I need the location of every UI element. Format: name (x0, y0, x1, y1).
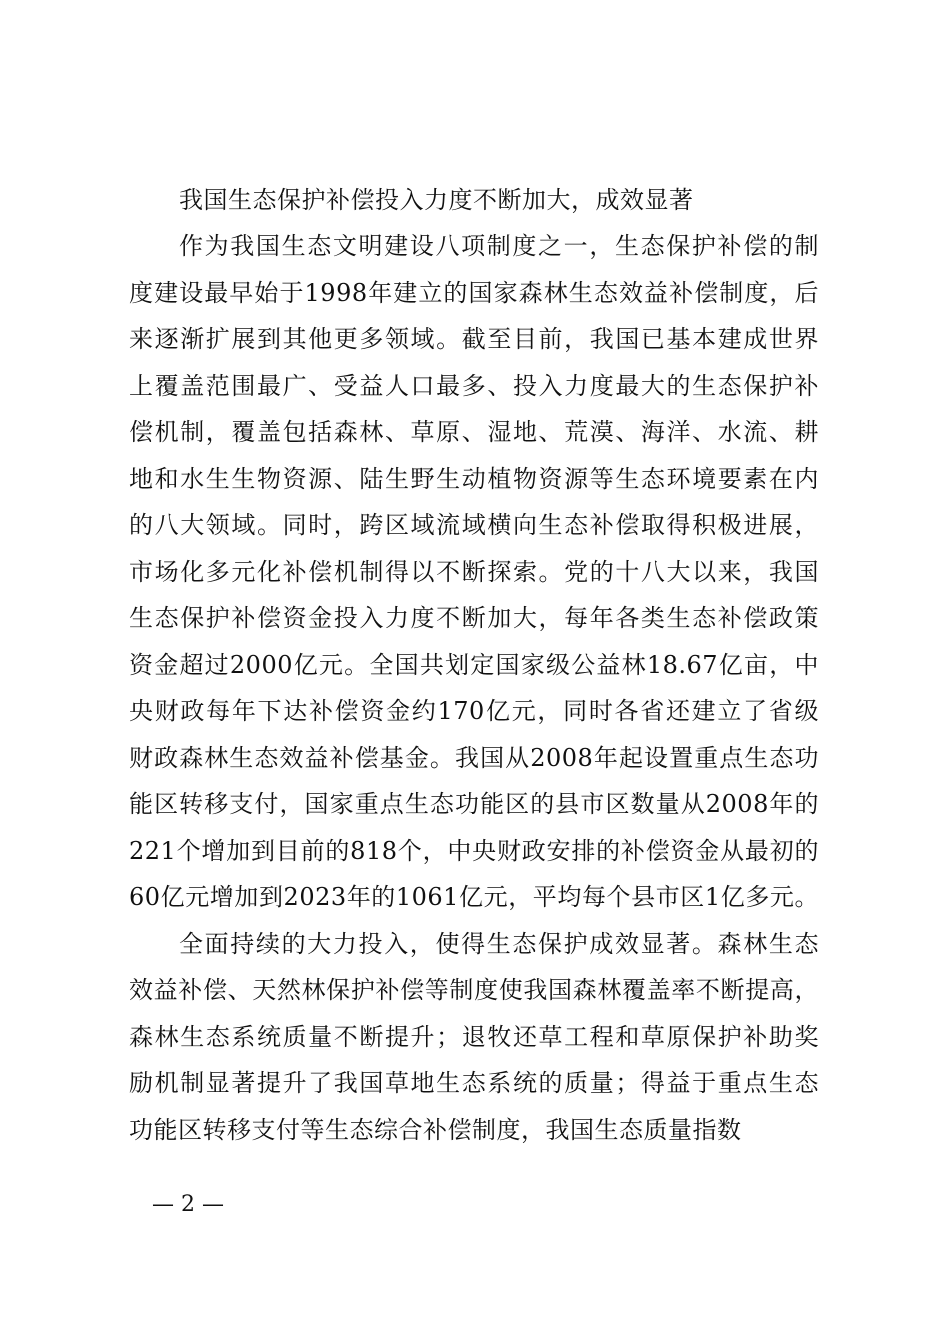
paragraph-line: 效益补偿、天然林保护补偿等制度使我国森林覆盖率不断提高， (129, 976, 819, 1004)
paragraph-line: 上覆盖范围最广、受益人口最多、投入力度最大的生态保护补 (129, 372, 819, 400)
paragraph-line: 财政森林生态效益补偿基金。我国从2008年起设置重点生态功 (129, 744, 819, 772)
paragraph-line: 地和水生生物资源、陆生野生动植物资源等生态环境要素在内 (129, 465, 819, 493)
paragraph-line: 的八大领域。同时，跨区域流域横向生态补偿取得积极进展， (129, 511, 819, 539)
paragraph-line: 央财政每年下达补偿资金约170亿元，同时各省还建立了省级 (129, 697, 819, 725)
paragraph-line: 60亿元增加到2023年的1061亿元，平均每个县市区1亿多元。 (129, 883, 819, 911)
section-heading: 我国生态保护补偿投入力度不断加大，成效显著 (179, 186, 694, 214)
paragraph-line: 功能区转移支付等生态综合补偿制度，我国生态质量指数 (129, 1116, 742, 1144)
paragraph-line: 能区转移支付，国家重点生态功能区的县市区数量从2008年的 (129, 790, 819, 818)
paragraph-line: 森林生态系统质量不断提升；退牧还草工程和草原保护补助奖 (129, 1023, 819, 1051)
paragraph-line: 资金超过2000亿元。全国共划定国家级公益林18.67亿亩，中 (129, 651, 819, 679)
paragraph-line: 来逐渐扩展到其他更多领域。截至目前，我国已基本建成世界 (129, 325, 819, 353)
paragraph-line: 励机制显著提升了我国草地生态系统的质量；得益于重点生态 (129, 1069, 819, 1097)
paragraph-line: 生态保护补偿资金投入力度不断加大，每年各类生态补偿政策 (129, 604, 819, 632)
paragraph-line: 221个增加到目前的818个，中央财政安排的补偿资金从最初的 (129, 837, 819, 865)
page-number: — 2 — (152, 1192, 224, 1217)
paragraph-line: 偿机制，覆盖包括森林、草原、湿地、荒漠、海洋、水流、耕 (129, 418, 819, 446)
paragraph-line: 作为我国生态文明建设八项制度之一，生态保护补偿的制 (179, 232, 819, 260)
paragraph-line: 全面持续的大力投入，使得生态保护成效显著。森林生态 (179, 930, 819, 958)
paragraph-line: 度建设最早始于1998年建立的国家森林生态效益补偿制度，后 (129, 279, 819, 307)
paragraph-line: 市场化多元化补偿机制得以不断探索。党的十八大以来，我国 (129, 558, 819, 586)
